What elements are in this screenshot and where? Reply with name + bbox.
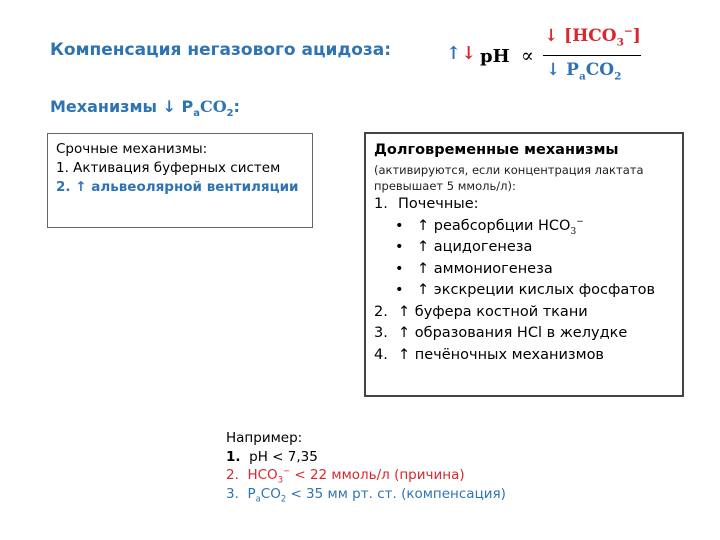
long-term-title: Долговременные механизмы [374, 142, 619, 158]
bullet-item [374, 237, 674, 259]
bullet-icon: • [395, 260, 404, 277]
item-label: ↑ образования HCl в желудке [398, 325, 628, 341]
example-line-1 [226, 448, 506, 467]
line-co: CO [260, 485, 281, 502]
bullet-sub: 3 [570, 226, 577, 237]
long-term-item-1 [374, 194, 674, 216]
slide-title: Компенсация негазового ацидоза: [50, 40, 392, 60]
item-label: ↑ буфера костной ткани [398, 303, 588, 320]
line-number: 2. [226, 467, 239, 483]
bullet-label: ↑ ацидогенеза [417, 239, 533, 255]
long-term-item-4 [374, 345, 674, 367]
bullet-label: ↑ реабсорбции HCO [417, 217, 571, 234]
long-term-note: (активируются, если концентрация лактата превышает 5 ммоль/л): [374, 163, 644, 193]
formula-numerator [544, 25, 641, 49]
bullet-sup: − [576, 216, 584, 227]
line-text: pH < 7,35 [249, 448, 318, 465]
proportional-symbol: ∝ [521, 45, 534, 67]
arrow-up-icon: ↑ [446, 43, 462, 64]
mechanisms-colon: : [233, 97, 240, 116]
urgent-item-2: 2. ↑ альвеолярной вентиляции [56, 179, 299, 195]
bullet-label: ↑ аммониогенеза [417, 260, 553, 277]
ph-symbol: pH [480, 46, 510, 67]
line-sup: − [283, 465, 291, 476]
bullet-icon: • [395, 239, 404, 255]
numerator-text: ↓ [HCO [544, 26, 617, 46]
line-text: HCO [247, 467, 278, 483]
ph-formula [446, 26, 646, 86]
line-number: 1. [226, 448, 241, 465]
mechanisms-heading [50, 97, 240, 120]
item-number: 1. [374, 196, 388, 212]
bullet-label: ↑ экскреции кислых фосфатов [417, 282, 656, 298]
denominator-sub: a [578, 70, 586, 83]
item-number: 4. [374, 346, 388, 363]
example-heading: Например: [226, 430, 303, 446]
mechanisms-text: Механизмы ↓ P [50, 97, 194, 116]
bullet-icon: • [395, 282, 404, 298]
urgent-mechanisms-box [47, 133, 313, 228]
item-number: 2. [374, 303, 388, 320]
denominator-co: CO [585, 60, 615, 80]
long-term-item-2 [374, 302, 674, 324]
denominator-sub2: 2 [614, 70, 622, 83]
line-text-rest: < 22 ммоль/л (причина) [290, 467, 465, 483]
bullet-item [374, 280, 674, 302]
numerator-sub: 3 [616, 36, 624, 49]
line-sub: a [255, 493, 261, 504]
mechanisms-sub-2: 2 [226, 108, 234, 120]
example-block [226, 429, 506, 503]
long-term-mechanisms-box [364, 132, 684, 397]
item-label: ↑ печёночных механизмов [398, 346, 604, 363]
line-sub: 3 [277, 474, 284, 485]
formula-denominator [546, 60, 622, 83]
line-text-rest: < 35 мм рт. ст. (компенсация) [286, 485, 506, 502]
example-line-3 [226, 485, 506, 504]
mechanisms-sub-a: a [193, 108, 200, 120]
numerator-bracket: ] [632, 26, 641, 46]
line-sub-2: 2 [280, 493, 287, 504]
bullet-item [374, 259, 674, 281]
fraction-line [543, 55, 641, 56]
bullet-icon: • [395, 217, 404, 234]
ph-arrows [446, 43, 476, 64]
example-line-2 [226, 466, 506, 485]
urgent-title: Срочные механизмы: [56, 141, 208, 157]
denominator-text: ↓ P [546, 60, 579, 80]
mechanisms-co: CO [199, 97, 227, 116]
arrow-down-icon: ↓ [461, 43, 477, 64]
urgent-item-1: 1. Активация буферных систем [56, 160, 281, 176]
long-term-item-3 [374, 323, 674, 345]
numerator-sup: − [623, 25, 633, 38]
line-number: 3. [226, 485, 239, 502]
bullet-item [374, 216, 674, 238]
line-text: P [247, 485, 256, 502]
item-number: 3. [374, 325, 388, 341]
item-label: Почечные: [398, 196, 479, 212]
